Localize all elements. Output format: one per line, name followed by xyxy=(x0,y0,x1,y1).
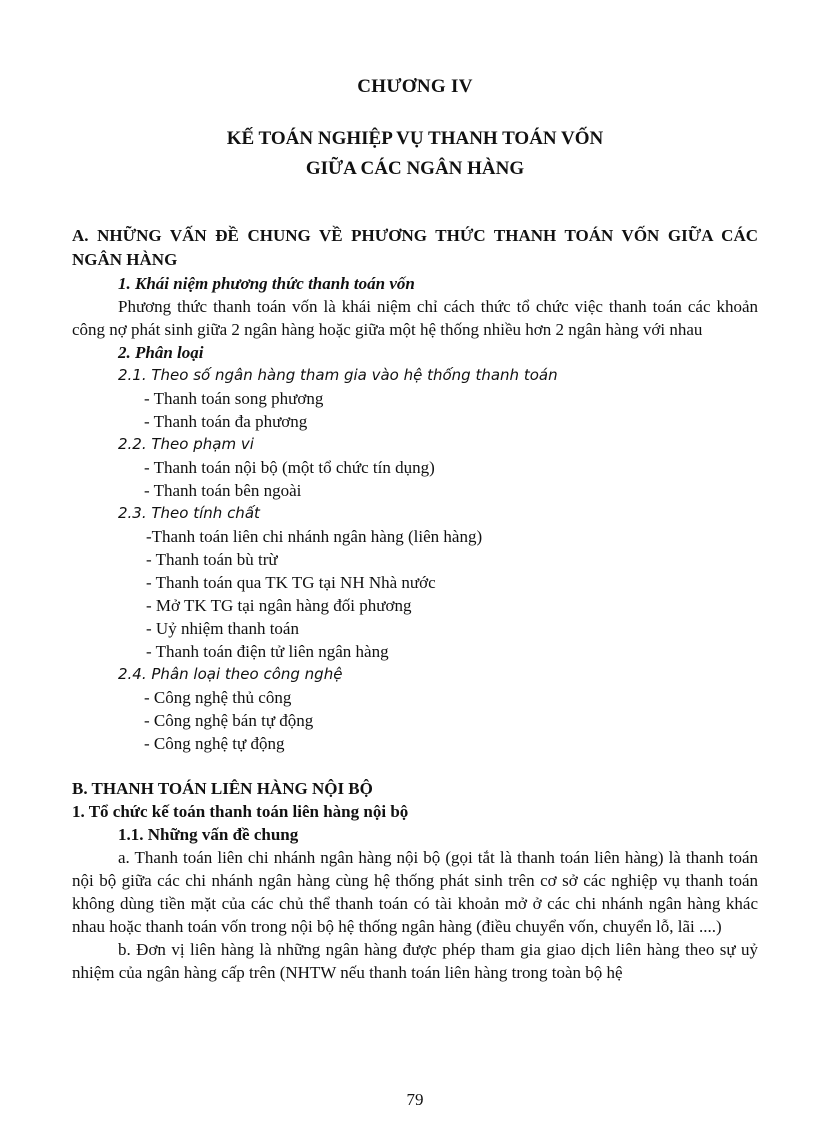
list-item: - Mở TK TG tại ngân hàng đối phương xyxy=(146,596,412,615)
list-item: - Thanh toán qua TK TG tại NH Nhà nước xyxy=(146,573,436,592)
classification-heading: 2. Phân loại xyxy=(118,343,204,362)
list-item: - Thanh toán đa phương xyxy=(144,412,308,431)
chapter-title-line-1: KẾ TOÁN NGHIỆP VỤ THANH TOÁN VỐN xyxy=(226,128,604,149)
list-item: - Thanh toán nội bộ (một tổ chức tín dụng) xyxy=(144,458,435,477)
paragraph-a: a. Thanh toán liên chi nhánh ngân hàng nội bộ (gọi tắt là thanh toán liên hàng) là thanh toán nội bộ giữa các chi nhánh ngân hàng cùng hệ thống phát sinh trên cơ sở các nghiệp vụ thanh toán không dùng tiền mặt của các chủ thể thanh toán có tài khoản mở ở các chi nhánh ngân hàng khác nhau hoặc thanh toán vốn trong nội bộ hệ thống ngân hàng (điều chuyển vốn, chuyển lỗ, lãi ....) xyxy=(72,848,758,936)
chapter-title-line-2: GIỮA CÁC NGÂN HÀNG xyxy=(305,158,525,179)
concept-paragraph: Phương thức thanh toán vốn là khái niệm chỉ cách thức tổ chức việc thanh toán các khoản công nợ phát sinh giữa 2 ngân hàng hoặc giữa một hệ thống nhiều hơn 2 ngân hàng với nhau xyxy=(72,297,758,339)
list-item: - Thanh toán điện tử liên ngân hàng xyxy=(146,642,389,661)
paragraph-b: b. Đơn vị liên hàng là những ngân hàng được phép tham gia giao dịch liên hàng theo sự uỷ nhiệm của ngân hàng cấp trên (NHTW nếu thanh toán liên hàng trong toàn bộ hệ xyxy=(72,940,758,982)
page-number: 79 xyxy=(406,1090,424,1109)
section-a-heading: A. NHỮNG VẤN ĐỀ CHUNG VỀ PHƯƠNG THỨC THANH TOÁN VỐN GIỮA CÁC NGÂN HÀNG xyxy=(72,226,758,269)
list-item: - Thanh toán bên ngoài xyxy=(144,481,302,500)
group-heading: 2.1. Theo số ngân hàng tham gia vào hệ thống thanh toán xyxy=(118,366,558,384)
section-b-heading: B. THANH TOÁN LIÊN HÀNG NỘI BỘ xyxy=(72,779,373,798)
section-b-sub-heading: 1. Tổ chức kế toán thanh toán liên hàng nội bộ xyxy=(72,802,409,821)
group-heading: 2.3. Theo tính chất xyxy=(118,504,260,522)
chapter-heading: CHƯƠNG IV xyxy=(357,76,473,97)
list-item: - Công nghệ bán tự động xyxy=(144,711,314,730)
document-page xyxy=(72,0,758,1123)
section-gap xyxy=(72,755,758,777)
list-item: - Công nghệ tự động xyxy=(144,734,285,753)
list-item: - Công nghệ thủ công xyxy=(144,688,292,707)
list-item: - Thanh toán song phương xyxy=(144,389,324,408)
concept-heading: 1. Khái niệm phương thức thanh toán vốn xyxy=(118,274,415,293)
group-heading: 2.2. Theo phạm vi xyxy=(118,435,254,453)
group-heading: 2.4. Phân loại theo công nghệ xyxy=(118,665,343,683)
list-item: - Thanh toán bù trừ xyxy=(146,550,278,569)
section-b-subsub-heading: 1.1. Những vấn đề chung xyxy=(118,825,299,844)
list-item: -Thanh toán liên chi nhánh ngân hàng (liên hàng) xyxy=(146,527,483,546)
chapter-title xyxy=(72,124,758,184)
list-item: - Uỷ nhiệm thanh toán xyxy=(146,619,299,638)
body-content xyxy=(72,224,758,984)
